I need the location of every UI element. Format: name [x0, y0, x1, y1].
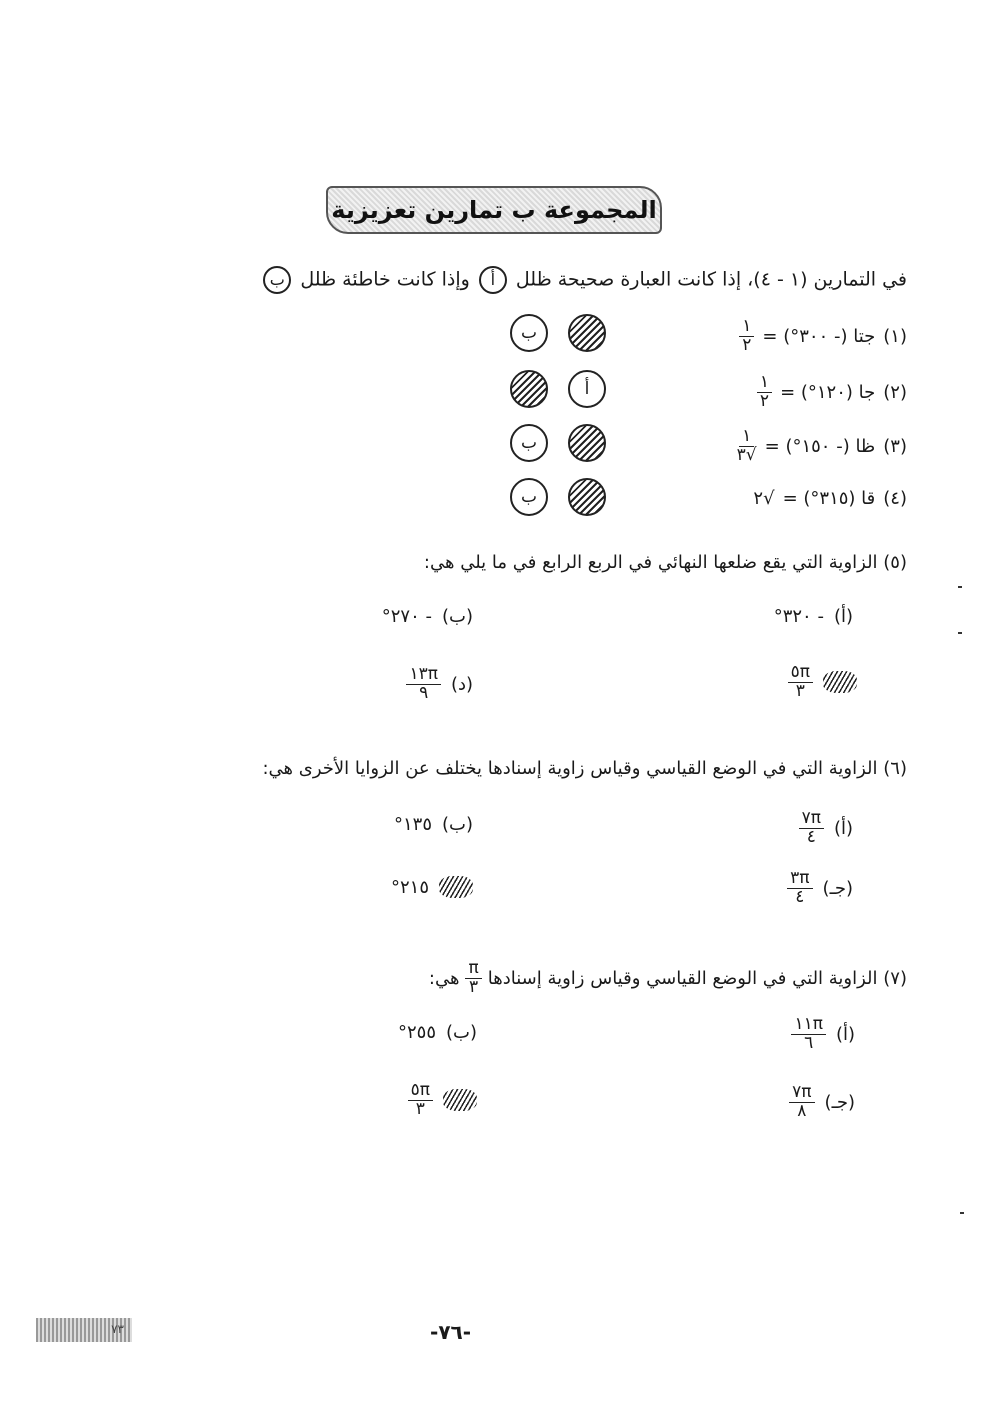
tf-item-fraction: [757, 374, 772, 411]
question-6-text: (٦) الزاوية التي في الوضع القياسي وقياس زاوية إسنادها يختلف عن الزوايا الأخرى هي:: [262, 758, 907, 779]
scan-mark: [960, 1212, 964, 1214]
q6-option-d-selected[interactable]: [391, 876, 473, 898]
fraction-numerator: π: [465, 960, 481, 979]
tf-item-fraction: [739, 318, 754, 355]
instruction-text-mid: وإذا كانت خاطئة ظلل: [300, 268, 470, 291]
q5-option-a[interactable]: [774, 606, 853, 627]
tf-choices-4: [510, 478, 606, 516]
fraction-numerator: ١١π: [791, 1016, 826, 1035]
tf-item-2: [757, 374, 907, 411]
selected-answer-scribble-icon: [439, 876, 473, 898]
option-fraction: [791, 1016, 826, 1053]
true-label-circle: أ: [479, 266, 507, 294]
option-fraction: [408, 1082, 433, 1119]
tf-item-number: (٣): [883, 435, 907, 457]
choice-b-circle[interactable]: ب: [510, 424, 548, 462]
fraction-numerator: ٧π: [799, 810, 824, 829]
option-value: - ٣٢٠°: [773, 606, 824, 627]
tf-item-expression: جتا (- ٣٠٠°) =: [762, 325, 876, 347]
fraction-denominator: ٣: [415, 1098, 425, 1119]
fraction-numerator: ٥π: [408, 1082, 433, 1101]
option-label: (جـ): [822, 877, 853, 899]
fraction-numerator: ٥π: [788, 664, 813, 683]
tf-item-expression: ظا (- ١٥٠°) =: [764, 435, 876, 457]
q7-text-fraction: [465, 960, 481, 997]
option-label: (د): [450, 673, 473, 695]
option-label: (ب): [446, 1022, 477, 1043]
book-page-stamp: [36, 1318, 132, 1342]
option-value: ١٣٥°: [393, 814, 432, 835]
tf-choices-3: [510, 424, 606, 462]
tf-item-4: [753, 488, 907, 509]
option-label: (ب): [442, 814, 473, 835]
question-5-text: (٥) الزاوية التي يقع ضلعها النهائي في الربع الرابع في ما يلي هي:: [423, 552, 907, 573]
section-title: المجموعة ب تمارين تعزيزية: [331, 196, 657, 224]
tf-item-expression: جا (١٢٠°) =: [780, 381, 876, 403]
fraction-denominator: ٤: [795, 886, 805, 907]
fraction-denominator: ٢: [742, 334, 752, 355]
fraction-denominator: ٤: [806, 826, 816, 847]
option-fraction: [787, 870, 812, 907]
choice-a-circle[interactable]: أ: [568, 370, 606, 408]
instruction-text: في التمارين (١ - ٤)، إذا كانت العبارة صحيحة ظلل: [515, 268, 907, 291]
choice-a-circle-shaded[interactable]: [568, 478, 606, 516]
fraction-denominator: ٨: [797, 1100, 807, 1121]
tf-item-1: [739, 318, 907, 355]
fraction-denominator: ٩: [419, 682, 429, 703]
tf-item-fraction: [737, 428, 757, 465]
fraction-numerator: ١: [739, 318, 754, 337]
fraction-denominator: √٣: [736, 444, 757, 465]
q6-option-a[interactable]: [799, 810, 853, 847]
fraction-numerator: ١: [739, 428, 754, 447]
option-fraction: [406, 666, 441, 703]
q7-option-d-selected[interactable]: [408, 1082, 477, 1119]
tf-item-number: (٢): [883, 381, 907, 403]
option-label: (ب): [442, 606, 473, 627]
choice-a-circle-shaded[interactable]: [568, 314, 606, 352]
choice-a-circle-shaded[interactable]: [568, 424, 606, 462]
q6-option-b[interactable]: [394, 814, 473, 835]
fraction-denominator: ٢: [759, 390, 770, 411]
fraction-numerator: ٣π: [787, 870, 812, 889]
choice-b-circle[interactable]: ب: [510, 478, 548, 516]
tf-item-value: √٢: [753, 488, 775, 509]
choice-b-circle[interactable]: ب: [510, 314, 548, 352]
option-value: ٢٥٥°: [397, 1022, 436, 1043]
section-title-banner: [326, 186, 662, 234]
q6-option-c[interactable]: [787, 870, 853, 907]
tf-choices-1: [510, 314, 606, 352]
option-label: (أ): [833, 817, 853, 839]
page-number: -٧٦-: [430, 1320, 472, 1344]
q5-option-b[interactable]: [382, 606, 473, 627]
false-label-circle: ب: [263, 266, 291, 294]
scan-mark: [958, 586, 962, 588]
tf-item-3: [737, 428, 907, 465]
fraction-numerator: ١: [757, 374, 772, 393]
q7-option-c[interactable]: [789, 1084, 855, 1121]
option-value: - ٢٧٠°: [381, 606, 432, 627]
instruction-line: [260, 266, 907, 294]
selected-answer-scribble-icon: [443, 1089, 477, 1111]
q7-option-b[interactable]: [398, 1022, 477, 1043]
fraction-denominator: ٣: [469, 976, 479, 997]
tf-item-expression: قا (٣١٥°) =: [782, 488, 876, 509]
option-fraction: [799, 810, 824, 847]
q7-text-after: هي:: [428, 967, 460, 989]
question-7-text: [429, 960, 907, 997]
option-value: ٢١٥°: [390, 876, 429, 898]
q5-option-c-selected[interactable]: [788, 664, 857, 701]
option-label: (أ): [835, 1023, 855, 1045]
book-page-number: ٧٣: [111, 1322, 124, 1336]
scan-mark: [958, 632, 962, 634]
choice-b-circle-shaded[interactable]: [510, 370, 548, 408]
fraction-denominator: ٣: [795, 680, 805, 701]
tf-item-number: (١): [883, 325, 907, 347]
q5-option-d[interactable]: [406, 666, 473, 703]
fraction-numerator: ١٣π: [406, 666, 441, 685]
fraction-denominator: ٦: [804, 1032, 814, 1053]
tf-item-number: (٤): [883, 488, 907, 509]
selected-answer-scribble-icon: [823, 671, 857, 693]
tf-choices-2: [510, 370, 606, 408]
option-fraction: [788, 664, 813, 701]
option-label: (جـ): [824, 1091, 855, 1113]
option-label: (أ): [833, 606, 853, 627]
fraction-numerator: ٧π: [789, 1084, 814, 1103]
q7-option-a[interactable]: [791, 1016, 855, 1053]
option-fraction: [789, 1084, 814, 1121]
q7-text-before: (٧) الزاوية التي في الوضع القياسي وقياس زاوية إسنادها: [487, 967, 907, 989]
